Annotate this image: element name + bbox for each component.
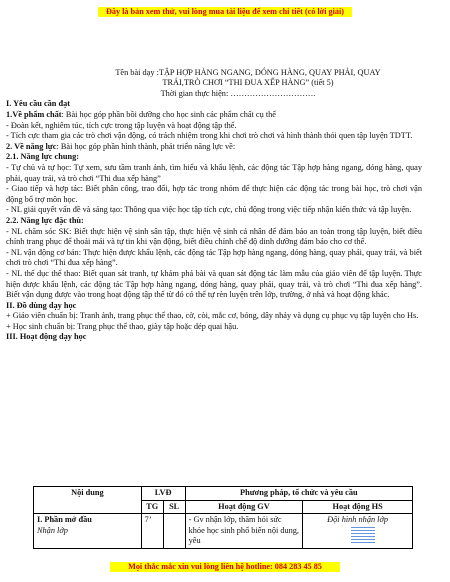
specific-competence-heading: 2.2. Năng lực đặc thù: <box>6 215 84 225</box>
competence-paragraph <box>6 142 422 153</box>
section-materials-heading: II. Đồ dùng dạy học <box>6 300 77 310</box>
row-hs-cell <box>303 514 413 549</box>
header-gv: Hoạt động GV <box>185 500 303 514</box>
time-line: Thời gian thực hiện: …………………………. <box>160 88 316 98</box>
lesson-title-line-2: TRÁI,TRÒ CHƠI “THI ĐUA XẾP HÀNG” (tiết 5) <box>162 78 334 88</box>
header-lvd: LVĐ <box>141 487 185 501</box>
competence-label: 2. Về năng lực <box>6 141 57 151</box>
formation-caption: Đội hình nhận lớp <box>327 515 389 524</box>
general-competence-heading: 2.1. Năng lực chung: <box>6 152 79 162</box>
row-gv-cell: - Gv nhận lớp, thăm hỏi sức khỏe học sinh phổ biến nội dung, yêu <box>185 514 303 549</box>
header-methods: Phương pháp, tổ chức và yêu cầu <box>185 487 412 501</box>
quality-bullet-1: - Đoàn kết, nghiêm túc, tích cực trong tập luyện và hoạt động tập thể. <box>6 120 237 130</box>
specific-competence-bullet-3: - NL thể dục thể thao: Biết quan sát tranh, tự khám phá bài và quan sát động tác làm mẫu của giáo viên để tập luyện. Thực hiện được khẩu lệnh, các động tác Tập hợp hàng ngang, dóng hàng, quay phải, quay trái, và trò chơi “Thi đua xếp hàng”. Biết vận dụng được vào trong hoạt động tập thể từ đó có thể tự rèn luyện trên lớp, trường, ở nhà và hoạt động khác. <box>6 268 422 300</box>
header-hs: Hoạt động HS <box>303 500 413 514</box>
formation-diagram-icon <box>351 527 375 543</box>
preview-notice-banner: Đây là bản xem thử, vui lòng mua tài liệu để xem chi tiết (có lời giải) <box>98 7 352 17</box>
specific-competence-bullet-1: - NL chăm sóc SK: Biết thực hiện vệ sinh sân tập, thực hiện vệ sinh cá nhân để đảm bảo an toàn trong tập luyện, biết điều chỉnh trang phục để thoải mái và tự tin khi vận động, biết điều chỉnh chế độ dinh dưỡng đảm bảo cho cơ thể. <box>6 226 422 247</box>
header-sl: SL <box>163 500 185 514</box>
general-competence-bullet-2: - Giao tiếp và hợp tác: Biết phân công, trao đổi, hợp tác trong nhóm để thực hiện các động tác trong bài học, trò chơi vận động bổ trợ môn học. <box>6 184 422 204</box>
student-materials: + Học sinh chuẩn bị: Trang phục thể thao, giày tập hoặc dép quai hậu. <box>6 321 239 331</box>
general-competence-bullet-3: - NL giải quyết vấn đề và sáng tạo: Thông qua việc học tập tích cực, chủ động trong việc tiếp nhận kiến thức và tập luyện. <box>6 205 412 215</box>
teacher-materials: + Giáo viên chuẩn bị: Tranh ảnh, trang phục thể thao, cờ, còi, mắc cơ, bóng, dây nhảy và dụng cụ phục vụ tập luyện cho Hs. <box>6 311 419 321</box>
competence-text: : Bài học góp phần hình thành, phát triển năng lực về: <box>56 141 236 151</box>
row-content-cell <box>34 514 142 549</box>
table-header-row <box>34 487 413 501</box>
section-activities-heading: III. Hoạt động dạy học <box>6 332 87 342</box>
lesson-document <box>6 68 422 343</box>
specific-competence-bullet-2: - NL vận động cơ bản: Thực hiện được khẩu lệnh, các động tác Tập hợp hàng ngang, dóng hàng, quay phải, quay trái, và biết chơi trò chơi “Thi đua xếp hàng”. <box>6 247 422 268</box>
row-sl-cell <box>163 514 185 549</box>
opening-part-title: I. Phần mở đầu <box>37 515 92 524</box>
header-content: Nội dung <box>34 487 142 514</box>
row-tg-cell: 7’ <box>141 514 163 549</box>
opening-part-sub: Nhận lớp <box>37 525 68 535</box>
quality-text: : Bài học góp phần bồi dưỡng cho học sinh các phẩm chất cụ thể <box>61 110 276 119</box>
hotline-banner: Mọi thắc mắc xin vui lòng liên hệ hotline: 084 283 45 85 <box>110 562 340 572</box>
quality-bullet-2: - Tích cực tham gia các trò chơi vận động, có trách nhiệm trong khi chơi trò chơi và hình thành thói quen tập luyện TDTT. <box>6 131 413 141</box>
quality-label: 1.Về phẩm chất <box>6 110 62 119</box>
lesson-title-line-1: Tên bài dạy :TẬP HỢP HÀNG NGANG, DÓNG HÀNG, QUAY PHẢI, QUAY <box>115 68 381 77</box>
section-requirements-heading: I. Yêu cầu cần đạt <box>6 99 70 109</box>
header-tg: TG <box>141 500 163 514</box>
table-row <box>34 514 413 549</box>
general-competence-bullet-1: - Tự chủ và tự học: Tự xem, sưu tầm tranh ảnh, tìm hiểu và khẩu lệnh, các động tác Tập hợp hàng ngang, dóng hàng, quay phải, quay trái, và trò chơi “Thi đua xếp hàng” <box>6 162 422 183</box>
activity-table <box>33 486 413 549</box>
lesson-title <box>54 68 442 89</box>
quality-paragraph <box>6 110 422 121</box>
